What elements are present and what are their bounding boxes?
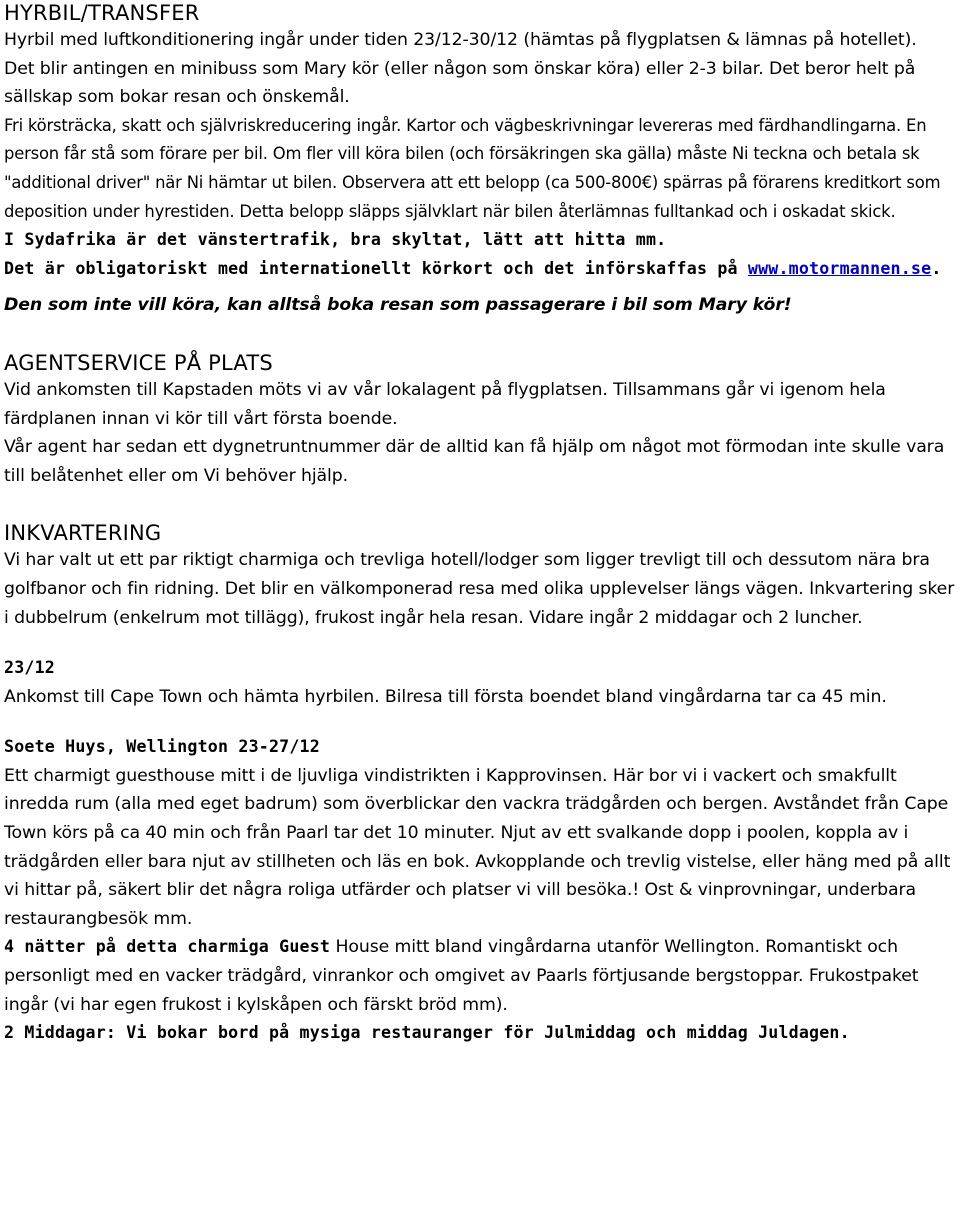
day-date: 23/12 <box>4 658 55 678</box>
agent-paragraph-1: Vid ankomsten till Kapstaden möts vi av vår lokalagent på flygplatsen. Tillsammans går vi igenom hela färdplanen innan vi kör till vårt första boende. <box>4 379 886 429</box>
soete-nights-bold: 4 nätter på detta charmiga Guest <box>4 937 331 957</box>
hyrbil-paragraph-2: Det blir antingen en minibuss som Mary kör (eller någon som önskar köra) eller 2-3 bilar. Det beror helt på sällskap som bokar resan och önskemål. <box>4 58 916 108</box>
section-heading-inkvartering: INKVARTERING <box>4 521 162 546</box>
day-text: Ankomst till Cape Town och hämta hyrbilen. Bilresa till första boendet bland vingårdarna tar ca 45 min. <box>4 686 887 707</box>
license-end: . <box>931 258 942 278</box>
hyrbil-paragraph-3 <box>4 112 956 226</box>
soete-title: Soete Huys, Wellington 23-27/12 <box>4 737 320 757</box>
license-text: Det är obligatoriskt med internationellt körkort och det införskaffas på <box>4 258 748 278</box>
section-heading-agentservice: AGENTSERVICE PÅ PLATS <box>4 350 273 375</box>
soete-dinners: 2 Middagar: Vi bokar bord på mysiga restauranger för Julmiddag och middag Juldagen. <box>4 1023 850 1043</box>
hyrbil-paragraph-3b: En person får stå som förare per bil. Om fler vill köra bilen (och försäkringen ska gälla) måste Ni teckna och betala sk "additional driver" när Ni hämtar ut bilen. Observera att ett belopp (ca 500-800€) spärras på förarens kreditkort som deposition under hyrestiden. Detta belopp släpps självklart när bilen återlämnas fulltankad och i oskadat skick. <box>4 115 941 221</box>
section-heading-hyrbil: HYRBIL/TRANSFER <box>4 1 200 25</box>
soete-nights-text: House mitt bland vingårdarna utanför Wellington. Romantiskt och personligt med en vacker trädgård, vinrankor och omgivet av Paarls förtjusande bergstoppar. Frukostpaket ingår (vi har egen frukost i kylskåpen och färskt bröd mm). <box>4 937 919 1015</box>
document-page <box>4 0 956 1048</box>
hyrbil-license-note <box>4 255 956 284</box>
inkvartering-paragraph: Vi har valt ut ett par riktigt charmiga och trevliga hotell/lodger som ligger trevligt till och dessutom nära bra golfbanor och fin ridning. Det blir en välkomponerad resa med olika upplevelser längs vägen. Inkvartering sker i dubbelrum (enkelrum mot tillägg), frukost ingår hela resan. Vidare ingår 2 middagar och 2 luncher. <box>4 550 955 628</box>
hyrbil-passenger-note: Den som inte vill köra, kan alltså boka resan som passagerare i bil som Mary kör! <box>4 295 792 316</box>
hyrbil-traffic-note: I Sydafrika är det vänstertrafik, bra skyltat, lätt att hitta mm. <box>4 230 667 250</box>
soete-paragraph-2 <box>4 933 956 1019</box>
motormannen-link[interactable]: www.motormannen.se <box>747 258 932 278</box>
agent-paragraph-2: Vår agent har sedan ett dygnetruntnummer där de alltid kan få hjälp om något mot förmodan inte skulle vara till belåtenhet eller om Vi behöver hjälp. <box>4 437 945 486</box>
hyrbil-paragraph-3a: Fri körsträcka, skatt och självriskreducering ingår. Kartor och vägbeskrivningar levereras med färdhandlingarna. <box>4 115 902 135</box>
soete-paragraph-1: Ett charmigt guesthouse mitt i de ljuvliga vindistrikten i Kapprovinsen. Här bor vi i vackert och smakfullt inredda rum (alla med eget badrum) som överblickar den vackra trädgården och bergen. Avståndet från Cape Town körs på ca 40 min och från Paarl tar det 10 minuter. Njut av ett svalkande dopp i poolen, koppla av i trädgården eller bara njut av stillheten och läs en bok. Avkopplande och trevlig vistelse, eller häng med på allt vi hittar på, säkert blir det några roliga utfärder och platser vi vill besöka.! Ost & vinprovningar, underbara restaurangbesök mm. <box>4 765 951 929</box>
hyrbil-paragraph-1: Hyrbil med luftkonditionering ingår under tiden 23/12-30/12 (hämtas på flygplatsen & lämnas på hotellet). <box>4 30 917 50</box>
